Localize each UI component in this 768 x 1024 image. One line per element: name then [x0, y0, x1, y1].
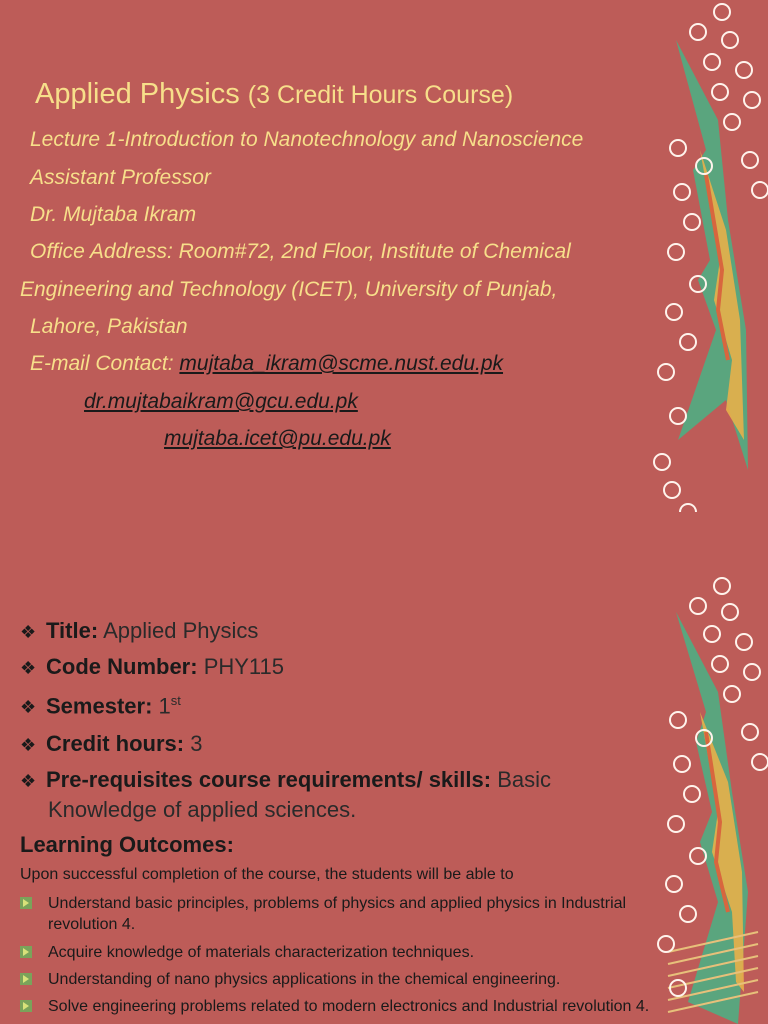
slide-2: [0, 512, 768, 1024]
bullet-code-number: ❖ Code Number: PHY115: [20, 654, 284, 679]
bullet-prerequisites: ❖ Pre-requisites course requirements/ skills: Basic: [20, 767, 551, 792]
diamond-bullet-icon: ❖: [20, 658, 37, 678]
course-title: [35, 78, 513, 111]
learning-outcome-item: Understand basic principles, problems of physics and applied physics in Industrial revolution 4.: [20, 893, 660, 935]
address-line-3: Lahore, Pakistan: [30, 315, 188, 338]
address-line-2: Engineering and Technology (ICET), University of Punjab,: [20, 278, 558, 301]
learning-outcome-item: Understanding of nano physics applications in the chemical engineering.: [20, 969, 660, 990]
title-suffix: (3 Credit Hours Course): [247, 81, 514, 109]
arrow-bullet-icon: [20, 946, 32, 958]
learning-outcomes-intro: Upon successful completion of the course, the students will be able to: [20, 866, 514, 883]
diamond-bullet-icon: ❖: [20, 735, 37, 755]
learning-outcome-item: Solve engineering problems related to modern electronics and Industrial revolution 4.: [20, 996, 660, 1017]
bullet-title: ❖ Title: Applied Physics: [20, 618, 259, 643]
bullet-credit-hours: ❖ Credit hours: 3: [20, 731, 203, 756]
learning-outcome-item: Acquire knowledge of materials characterization techniques.: [20, 942, 660, 963]
email-link-3[interactable]: mujtaba.icet@pu.edu.pk: [164, 427, 391, 450]
arrow-bullet-icon: [20, 973, 32, 985]
email-label: E-mail Contact:: [30, 352, 174, 375]
address-line-1: Office Address: Room#72, 2nd Floor, Institute of Chemical: [30, 240, 571, 263]
floral-decoration: [648, 512, 768, 1024]
email-row-3: [164, 427, 391, 451]
diamond-bullet-icon: ❖: [20, 771, 37, 791]
diamond-bullet-icon: ❖: [20, 622, 37, 642]
lecture-line: Lecture 1-Introduction to Nanotechnology and Nanoscience: [30, 128, 584, 151]
bullet-semester: ❖ Semester: 1st: [20, 693, 181, 719]
title-text: Applied Physics: [35, 78, 240, 110]
email-row-2: [84, 390, 358, 414]
position-line: Assistant Professor: [30, 166, 211, 189]
learning-outcomes-heading: Learning Outcomes:: [20, 832, 234, 857]
prerequisites-continuation: Knowledge of applied sciences.: [48, 797, 357, 822]
instructor-name: Dr. Mujtaba Ikram: [30, 203, 197, 226]
email-link-1[interactable]: mujtaba_ikram@scme.nust.edu.pk: [179, 352, 504, 375]
arrow-bullet-icon: [20, 1000, 32, 1012]
email-link-2[interactable]: dr.mujtabaikram@gcu.edu.pk: [84, 390, 358, 413]
arrow-bullet-icon: [20, 897, 32, 909]
diamond-bullet-icon: ❖: [20, 697, 37, 718]
floral-decoration: [648, 0, 768, 512]
email-row: [30, 352, 503, 376]
